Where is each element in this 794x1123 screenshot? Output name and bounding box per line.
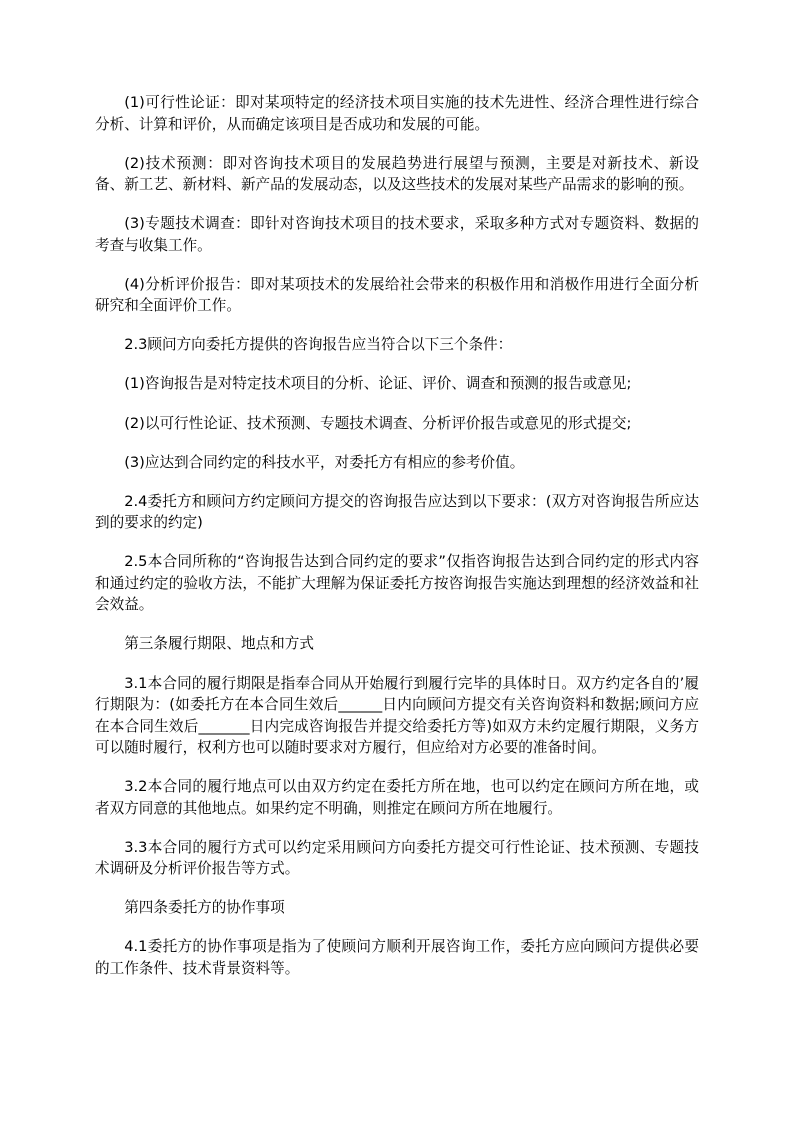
condition-1: (1)咨询报告是对特定技术项目的分析、论证、评价、调查和预测的报告或意见; (124, 375, 632, 393)
paragraph-survey: (3)专题技术调查：即针对咨询技术项目的技术要求，采取多种方式对专题资料、数据的考查与收集工作。 (95, 215, 699, 254)
article-4-heading: 第四条委托方的协作事项 (124, 899, 285, 917)
clause-2-4: 2.4委托方和顾问方约定顾问方提交的咨询报告应达到以下要求：(双方对咨询报告所应达到的要求的约定) (95, 492, 699, 532)
clause-2-5: 2.5本合同所称的“咨询报告达到合同约定的要求”仅指咨询报告达到合同约定的形式内容和通过约定的验收方法，不能扩大理解为保证委托方按咨询报告实施达到理想的经济效益和社会效益。 (95, 553, 699, 614)
clause-3-1: 3.1本合同的履行期限是指奉合同从开始履行到履行完毕的具体时日。双方约定各自的’履行期限为：(如委托方在本合同生效后______日内向顾问方提交有关咨询资料和数据;顾问方应在本合同生效后_______日内完成咨询报告并提交给委托方等)如双方未约定履行期限，义务方可以随时履行，权利方也可以随时要求对方履行，但应给对方必要的准备时间。 (95, 674, 699, 757)
paragraph-forecast: (2)技术预测：即对咨询技术项目的发展趋势进行展望与预测，主要是对新技术、新设备、新工艺、新材料、新产品的发展动态，以及这些技术的发展对某些产品需求的影响的预。 (95, 154, 699, 194)
paragraph-feasibility: (1)可行性论证：即对某项特定的经济技术项目实施的技术先进性、经济合理性进行综合分析、计算和评价，从而确定该项目是否成功和发展的可能。 (95, 94, 699, 133)
paragraph-evaluation: (4)分析评价报告：即对某项技术的发展给社会带来的积极作用和消极作用进行全面分析研究和全面评价工作。 (95, 275, 699, 315)
clause-2-3: 2.3顾问方向委托方提供的咨询报告应当符合以下三个条件： (124, 336, 513, 354)
clause-4-1: 4.1委托方的协作事项是指为了使顾问方顺利开展咨询工作，委托方应向顾问方提供必要的工作条件、技术背景资料等。 (95, 938, 699, 977)
document-page (95, 92, 699, 997)
article-3-heading: 第三条履行期限、地点和方式 (124, 635, 314, 653)
condition-3: (3)应达到合同约定的科技水平，对委托方有相应的参考价值。 (124, 453, 525, 471)
clause-3-2: 3.2本合同的履行地点可以由双方约定在委托方所在地，也可以约定在顾问方所在地，或者双方同意的其他地点。如果约定不明确，则推定在顾问方所在地履行。 (95, 778, 699, 817)
clause-3-3: 3.3本合同的履行方式可以约定采用顾问方向委托方提交可行性论证、技术预测、专题技术调研及分析评价报告等方式。 (95, 838, 699, 878)
condition-2: (2)以可行性论证、技术预测、专题技术调查、分析评价报告或意见的形式提交; (124, 414, 632, 432)
